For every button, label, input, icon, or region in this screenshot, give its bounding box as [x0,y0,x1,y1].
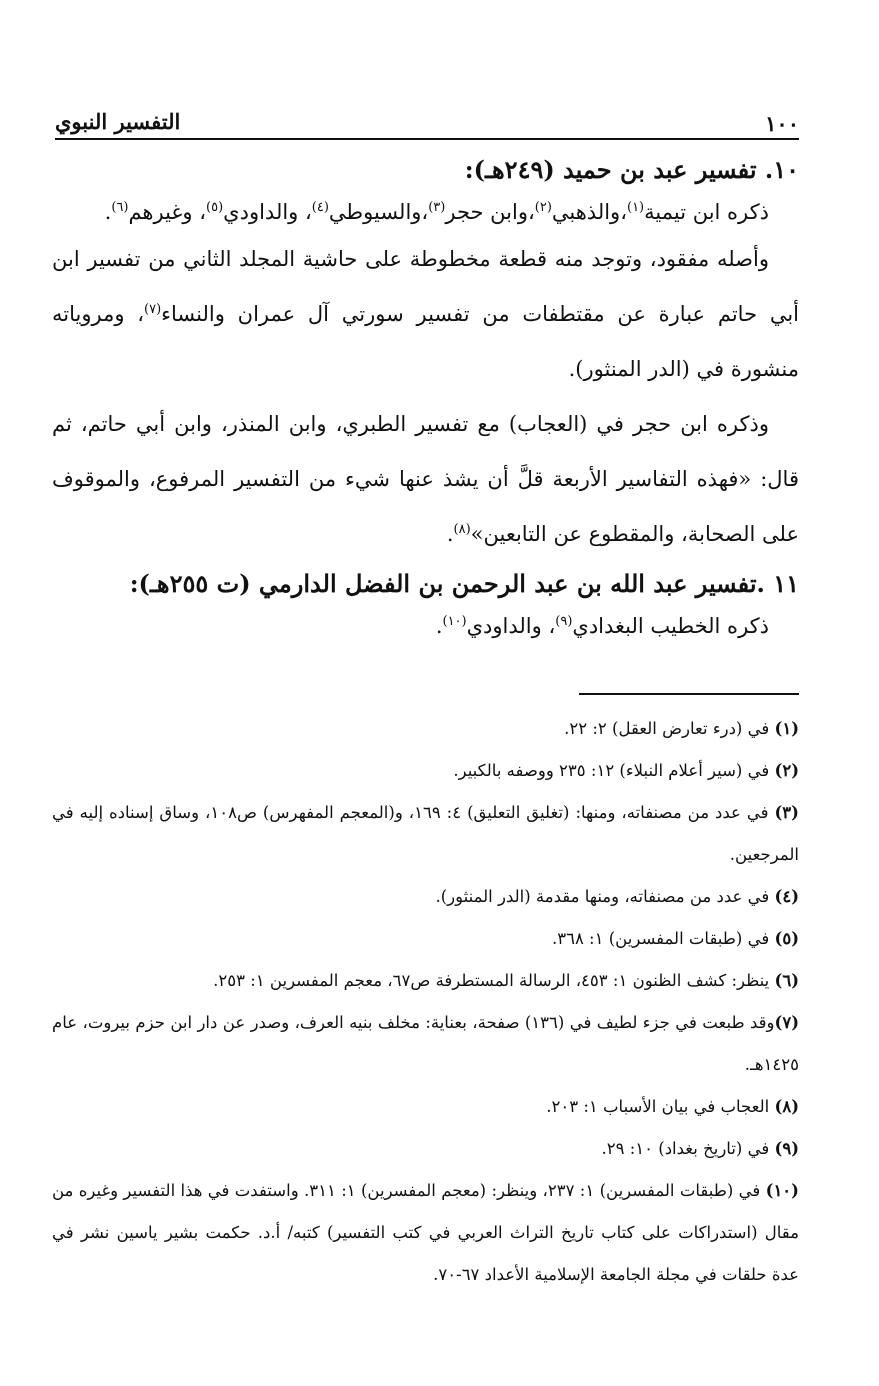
footnote-text: في (طبقات المفسرين) ١: ٢٣٧، وينظر: (معجم المفسرين) ١: ٣١١. واستفدت في هذا التفسير وغيره من مقال (استدراكات على كتاب تاريخ التراث العربي في كتب التفسير) كتبه/ أ.د. حكمت بشير ياسين نشر في عدة حلقات في مجلة الجامعة الإسلامية الأعداد ٦٧-٧٠. [52,1181,799,1284]
mention-text: ذكره الخطيب البغدادي [572,614,769,638]
section-10-paragraph-3 [52,397,799,562]
footnote [52,1086,799,1128]
footnote-text: العجاب في بيان الأسباب ١: ٢٠٣. [546,1097,775,1116]
page-number: ١٠٠ [765,111,799,136]
footnote-divider [579,693,799,695]
footnotes [52,708,799,1296]
header-divider [55,138,799,140]
mention-text: ، والداودي [223,200,312,224]
section-10-mentions [52,192,799,232]
section-10-heading: ١٠. تفسير عبد بن حميد (٢٤٩هـ): [464,155,799,184]
mention-text: ذكره ابن تيمية [644,200,769,224]
footnote [52,876,799,918]
footnote-text: ينظر: كشف الظنون ١: ٤٥٣، الرسالة المستطرفة ص٦٧، معجم المفسرين ١: ٢٥٣. [213,971,775,990]
mention-text: ، والداودي [466,614,556,638]
footnote-number: (٨) [774,1097,799,1116]
main-text [52,152,799,646]
footnote-text: في عدد من مصنفاته، ومنها: (تغليق التعليق) ٤: ١٦٩، و(المعجم المفهرس) ص١٠٨، وساق إسناده إليه في المرجعين. [52,803,799,864]
footnote-number: (٥) [774,929,799,948]
footnote-number: (٦) [774,971,799,990]
footnote-marker: (١٠) [442,614,467,629]
section-11-mentions [52,606,799,646]
footnote-marker: (٤) [311,200,329,215]
mention-text: ،وابن حجر [445,200,535,224]
footnote-text: في (سير أعلام النبلاء) ١٢: ٢٣٥ ووصفه بالكبير. [453,761,775,780]
footnote-marker: (٧) [144,302,162,317]
running-title: التفسير النبوي [55,109,181,134]
footnote-marker: (٨) [453,522,471,537]
footnote-marker: (٣) [428,200,446,215]
footnote [52,750,799,792]
footnote-marker: (٩) [555,614,573,629]
footnote [52,792,799,876]
footnote [52,918,799,960]
footnote-number: (٧) [774,1013,799,1032]
footnote-marker: (٢) [534,200,552,215]
footnote-marker: (١) [626,200,645,215]
paragraph-text: وذكره ابن حجر في (العجاب) مع تفسير الطبري، وابن المنذر، وابن أبي حاتم، ثم قال: «فهذه التفاسير الأربعة قلَّ أن يشذ عنها شيء من التفسير المرفوع، والموقوف على الصحابة، والمقطوع عن التابعين» [52,412,799,546]
paragraph-text-end: ، ومروياته منشورة في (الدر المنثور). [52,302,799,381]
section-10-paragraph-2 [52,232,799,397]
mention-text: ، وغيرهم [128,200,207,224]
footnote [52,1002,799,1086]
footnote-number: (١٠) [765,1181,799,1200]
mention-end: . [104,200,112,224]
footnote-number: (١) [774,719,799,738]
footnote [52,960,799,1002]
footnote-marker: (٦) [111,200,129,215]
footnote-number: (٤) [774,887,799,906]
footnote-marker: (٥) [206,200,224,215]
footnote-text: في (درء تعارض العقل) ٢: ٢٢. [564,719,775,738]
footnote-text: وقد طبعت في جزء لطيف في (١٣٦) صفحة، بعناية: مخلف بنيه العرف، وصدر عن دار ابن حزم بيروت، عام ١٤٢٥هـ. [52,1013,799,1074]
paragraph-text-end: . [446,522,454,546]
mention-end: . [435,614,443,638]
page-header [55,105,799,137]
mention-text: ،والسيوطي [328,200,429,224]
footnote-text: في (طبقات المفسرين) ١: ٣٦٨. [551,929,775,948]
footnote [52,1170,799,1296]
footnote-number: (٩) [774,1139,799,1158]
paragraph-text: وأصله مفقود، وتوجد منه قطعة مخطوطة على حاشية المجلد الثاني من تفسير ابن أبي حاتم عبارة عن مقتطفات من تفسير سورتي آل عمران والنساء [52,247,799,326]
footnote-number: (٣) [774,803,799,822]
footnote-number: (٢) [774,761,799,780]
mention-text: ،والذهبي [551,200,627,224]
footnote [52,708,799,750]
footnote [52,1128,799,1170]
footnote-text: في عدد من مصنفاته، ومنها مقدمة (الدر المنثور). [435,887,775,906]
section-11-heading: ١١ .تفسير عبد الله بن عبد الرحمن بن الفضل الدارمي (ت ٢٥٥هـ): [129,569,799,598]
footnote-text: في (تاريخ بغداد) ١٠: ٢٩. [601,1139,775,1158]
